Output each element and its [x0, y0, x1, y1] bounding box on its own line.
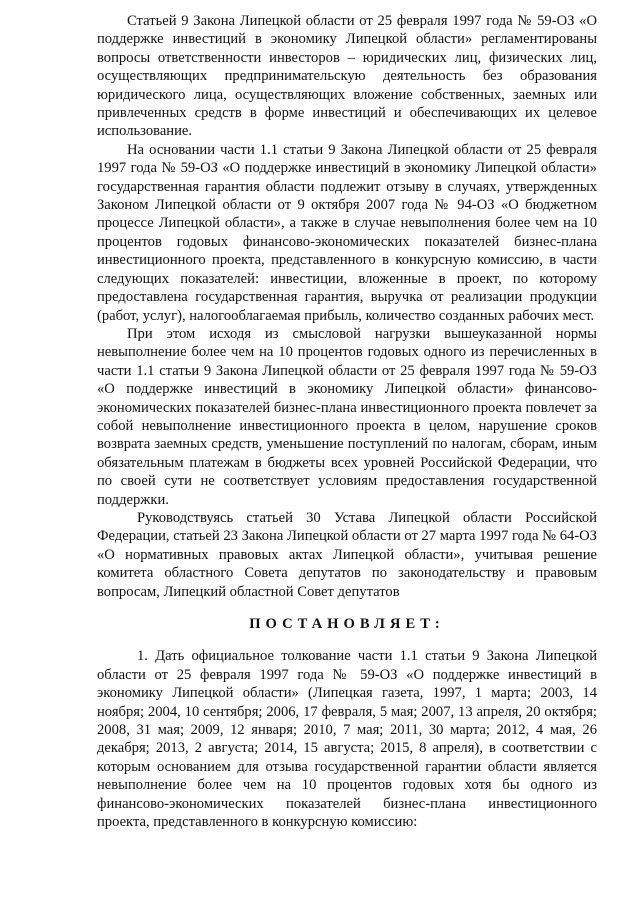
resolution-heading: ПОСТАНОВЛЯЕТ:: [249, 616, 445, 632]
paragraph-part-1-1: На основании части 1.1 статьи 9 Закона Липецкой области от 25 февраля 1997 года № 59-ОЗ «О поддержке инвестиций в экономику Липецкой области» государственная гарантия области подлежит отзыву в случаях, утвержденных Законом Липецкой области от 9 октября 2007 года № 94-ОЗ «О бюджетном процессе Липецкой области», а также в случае невыполнения более чем на 10 процентов годовых финансово-экономических показателей бизнес-плана инвестиционного проекта, представленного в конкурсную комиссию, в части следующих показателей: инвестиции, вложенные в проект, по которому предоставлена государственная гарантия, выручка от реализации продукции (работ, услуг), налогооблагаемая прибыль, количество созданных рабочих мест.: [97, 141, 597, 324]
document-page: [97, 12, 597, 831]
paragraph-interpretation: При этом исходя из смысловой нагрузки вышеуказанной нормы невыполнение более чем на 10 процентов годовых одного из перечисленных в части 1.1 статьи 9 Закона Липецкой области от 25 февраля 1997 года № 59-ОЗ «О поддержке инвестиций в экономику Липецкой области» финансово-экономических показателей бизнес-плана инвестиционного проекта повлечет за собой невыполнение инвестиционного проекта в целом, нарушение сроков возврата заемных средств, уменьшение поступлений по налогам, сборам, иным обязательным платежам в бюджеты всех уровней Российской Федерации, что по своей сути не соответствует условиям предоставления государственной поддержки.: [97, 325, 597, 508]
paragraph-article-9: Статьей 9 Закона Липецкой области от 25 февраля 1997 года № 59-ОЗ «О поддержке инвестиций в экономику Липецкой области» регламентированы вопросы ответственности инвесторов – юридических лиц, физических лиц, осуществляющих предпринимательскую деятельность без образования юридического лица, осуществляющих вложение собственных, заемных или привлеченных средств в форме инвестиций и обеспечивающих их целевое использование.: [97, 13, 597, 140]
resolution-item-1: 1. Дать официальное толкование части 1.1 статьи 9 Закона Липецкой области от 25 февраля 1997 года № 59-ОЗ «О поддержке инвестиций в экономику Липецкой области» (Липецкая газета, 1997, 1 марта; 2003, 14 ноября; 2004, 10 сентября; 2006, 17 февраля, 5 мая; 2007, 13 апреля, 20 октября; 2008, 31 мая; 2009, 12 января; 2010, 7 мая; 2011, 30 марта; 2012, 4 мая, 26 декабря; 2013, 2 августа; 2014, 15 августа; 2015, 8 апреля), в соответствии с которым основанием для отзыва государственной гарантии области является невыполнение более чем на 10 процентов годовых хотя бы одного из финансово-экономических показателей бизнес-плана инвестиционного проекта, представленного в конкурсную комиссию:: [97, 648, 597, 831]
paragraph-guided-by: Руководствуясь статьей 30 Устава Липецкой области Российской Федерации, статьей 23 Закона Липецкой области от 27 марта 1997 года № 64-ОЗ «О нормативных правовых актах Липецкой области», учитывая решение комитета областного Совета депутатов по законодательству и правовым вопросам, Липецкий областной Совет депутатов: [97, 509, 597, 600]
